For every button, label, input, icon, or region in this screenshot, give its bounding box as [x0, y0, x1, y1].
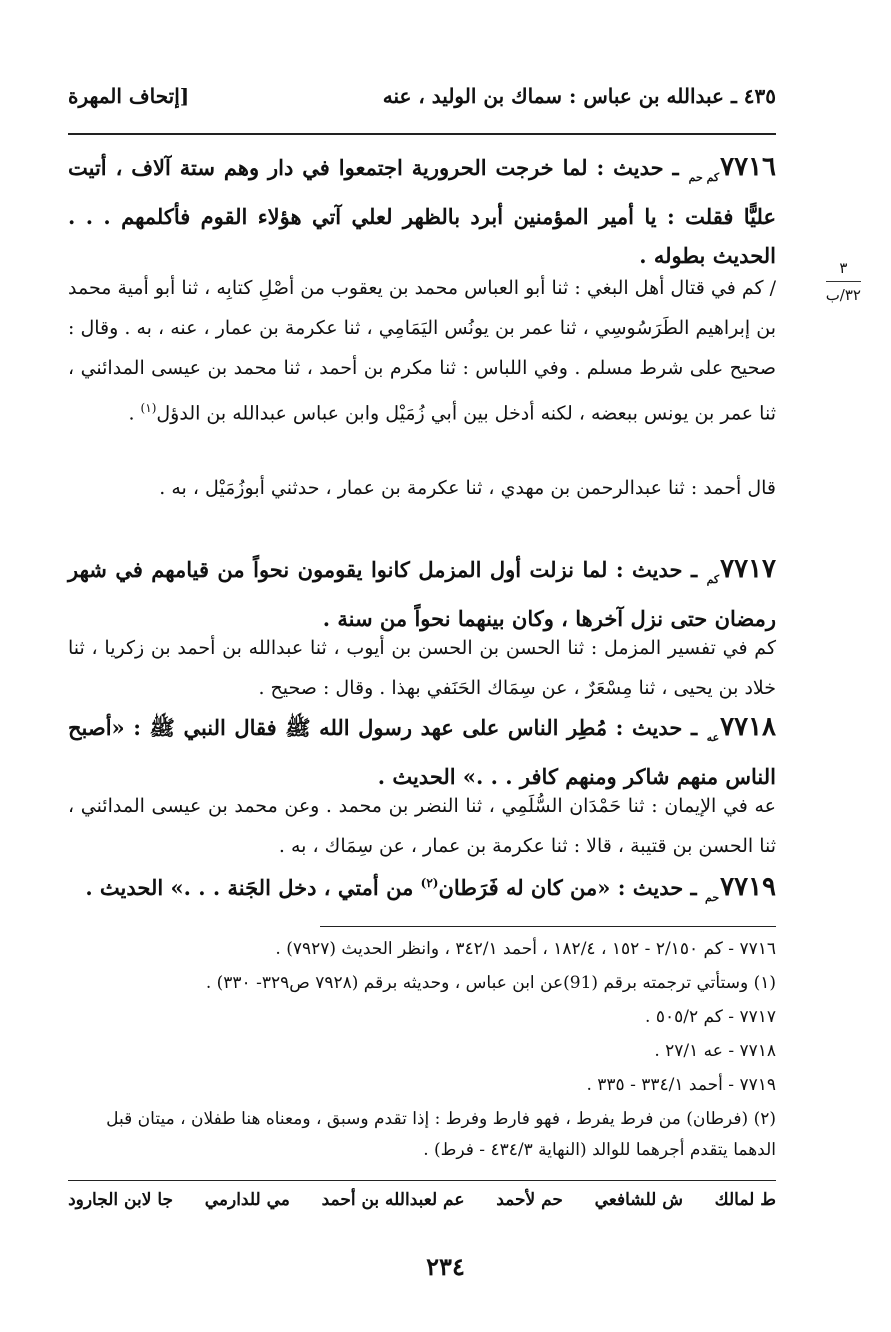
hadith-number: ٧٧١٩ — [720, 872, 776, 902]
abbreviation-item: عم لعبدالله بن أحمد — [321, 1190, 465, 1210]
hadith-number: ٧٧١٨ — [720, 712, 776, 742]
footnote: ٧٧١٦ - كم ٢/١٥٠ - ١٥٢ ، ١٨٢/٤ ، أحمد ٣٤٢/١ ، وانظر الحديث (٧٩٢٧) . — [275, 939, 776, 959]
header-rule — [68, 133, 776, 135]
hadith-text: ـ حديث : لما نزلت أول المزمل كانوا يقومون نحواً من قيامهم في شهر رمضان حتى نزل آخرها ، وكان بينهما نحواً من سنة . — [68, 557, 776, 631]
source-mark: كم حم — [688, 171, 720, 184]
source-mark: عه — [706, 731, 720, 744]
chain-text: قال أحمد : ثنا عبدالرحمن بن مهدي ، ثنا عكرمة بن عمار ، حدثني أبوزُمَيْل ، به . — [159, 477, 776, 499]
page-number: ٢٣٤ — [426, 1252, 465, 1281]
hadith-number: ٧٧١٧ — [720, 554, 776, 584]
abbreviation-item: حم لأحمد — [496, 1190, 563, 1210]
chain-end: . — [128, 402, 141, 425]
hadith-text: ـ حديث : «من كان له فَرَطان — [438, 875, 705, 900]
chain-text: / كم في قتال أهل البغي : ثنا أبو العباس محمد بن يعقوب من أصْلِ كتابِه ، ثنا أبو أمية محمد بن إبراهيم الطَرَسُوسِي ، ثنا عمر بن يونُس اليَمَامِي ، ثنا عكرمة بن عمار ، عنه ، به . وقال : صحيح على شرط مسلم . وفي اللباس : ثنا مكرم بن أحمد ، ثنا محمد بن عيسى المدائني ، ثنا عمر بن يونس ببعضه ، لكنه أدخل بين أبي زُمَيْل وابن عباس عبدالله بن الدؤل — [68, 277, 777, 425]
source-mark: حم — [705, 891, 720, 904]
footnote: (١) وستأتي ترجمته برقم (91)عن ابن عباس ، وحديثه برقم (٧٩٢٨ ص٣٢٩- ٣٣٠) . — [205, 973, 776, 993]
source-mark: كم — [706, 573, 720, 586]
abbreviations-key — [68, 1190, 776, 1210]
abbreviation-item: جا لابن الجارود — [68, 1190, 174, 1210]
abbreviation-item: ش للشافعي — [594, 1190, 683, 1210]
hadith-7718 — [68, 708, 776, 796]
chain-text: كم في تفسير المزمل : ثنا الحسن بن الحسن بن أيوب ، ثنا عبدالله بن أحمد بن زكريا ، ثنا خلاد بن يحيى ، ثنا مِسْعَرٌ ، عن سِمَاك الحَنَفي بهذا . وقال : صحيح . — [68, 637, 776, 699]
footnote-ref: (١) — [140, 401, 157, 415]
hadith-text-end: من أمتي ، دخل الجَنة . . .» الحديث . — [85, 875, 421, 900]
chain-7716-a — [68, 268, 776, 433]
margin-ref-line1: ٣ — [839, 259, 848, 277]
footnote: (٢) (فرطان) من فرط يفرط ، فهو فارط وفرط : إذا تقدم وسبق ، ومعناه هنا طفلان ، ميتان قبل الدهما يتقدم أجرهما للوالد (النهاية ٤٣٤/٣ - فرط) . — [106, 1109, 776, 1160]
hadith-7719 — [68, 864, 776, 917]
footnote: ٧٧١٩ - أحمد ٣٣٤/١ - ٣٣٥ . — [586, 1075, 776, 1095]
running-header-title: ٤٣٥ ـ عبدالله بن عباس : سماك بن الوليد ، عنه — [382, 84, 776, 108]
footnote: ٧٧١٨ - عه ٢٧/١ . — [654, 1041, 776, 1061]
footnote-separator — [320, 926, 776, 927]
hadith-text: ـ حديث : لما خرجت الحرورية اجتمعوا في دار وهم ستة آلاف ، أتيت عليًّا فقلت : يا أمير المؤمنين أبرد بالظهر لعلي آتي هؤلاء القوم فأكلمهم . . . الحديث بطوله . — [68, 155, 776, 268]
margin-ref-line2: ٣٢/ب — [826, 281, 861, 308]
abbreviation-item: ط لمالك — [714, 1190, 776, 1210]
footnote: ٧٧١٧ - كم ٥٠٥/٢ . — [645, 1007, 776, 1027]
hadith-7717 — [68, 550, 776, 638]
footnote-ref: (٢) — [420, 876, 439, 890]
hadith-text: ـ حديث : مُطِر الناس على عهد رسول الله ﷺ فقال النبي ﷺ : «أصبح الناس منهم شاكر ومنهم كافر . . .» الحديث . — [68, 715, 776, 789]
hadith-7716 — [68, 148, 776, 275]
margin-manuscript-ref — [826, 255, 861, 308]
chain-7717 — [68, 628, 776, 708]
chain-7718 — [68, 786, 776, 866]
abbreviation-item: مي للدارمي — [204, 1190, 290, 1210]
hadith-number: ٧٧١٦ — [720, 152, 776, 182]
abbreviations-rule — [68, 1180, 776, 1181]
chain-7716-b — [68, 468, 776, 508]
running-header-book: [إتحاف المهرة — [68, 84, 190, 108]
chain-text: عه في الإيمان : ثنا حَمْدَان السُّلَمِي ، ثنا النضر بن محمد . وعن محمد بن عيسى المدائني ، ثنا الحسن بن قتيبة ، قالا : ثنا عكرمة بن عمار ، عن سِمَاك ، به . — [68, 795, 776, 857]
